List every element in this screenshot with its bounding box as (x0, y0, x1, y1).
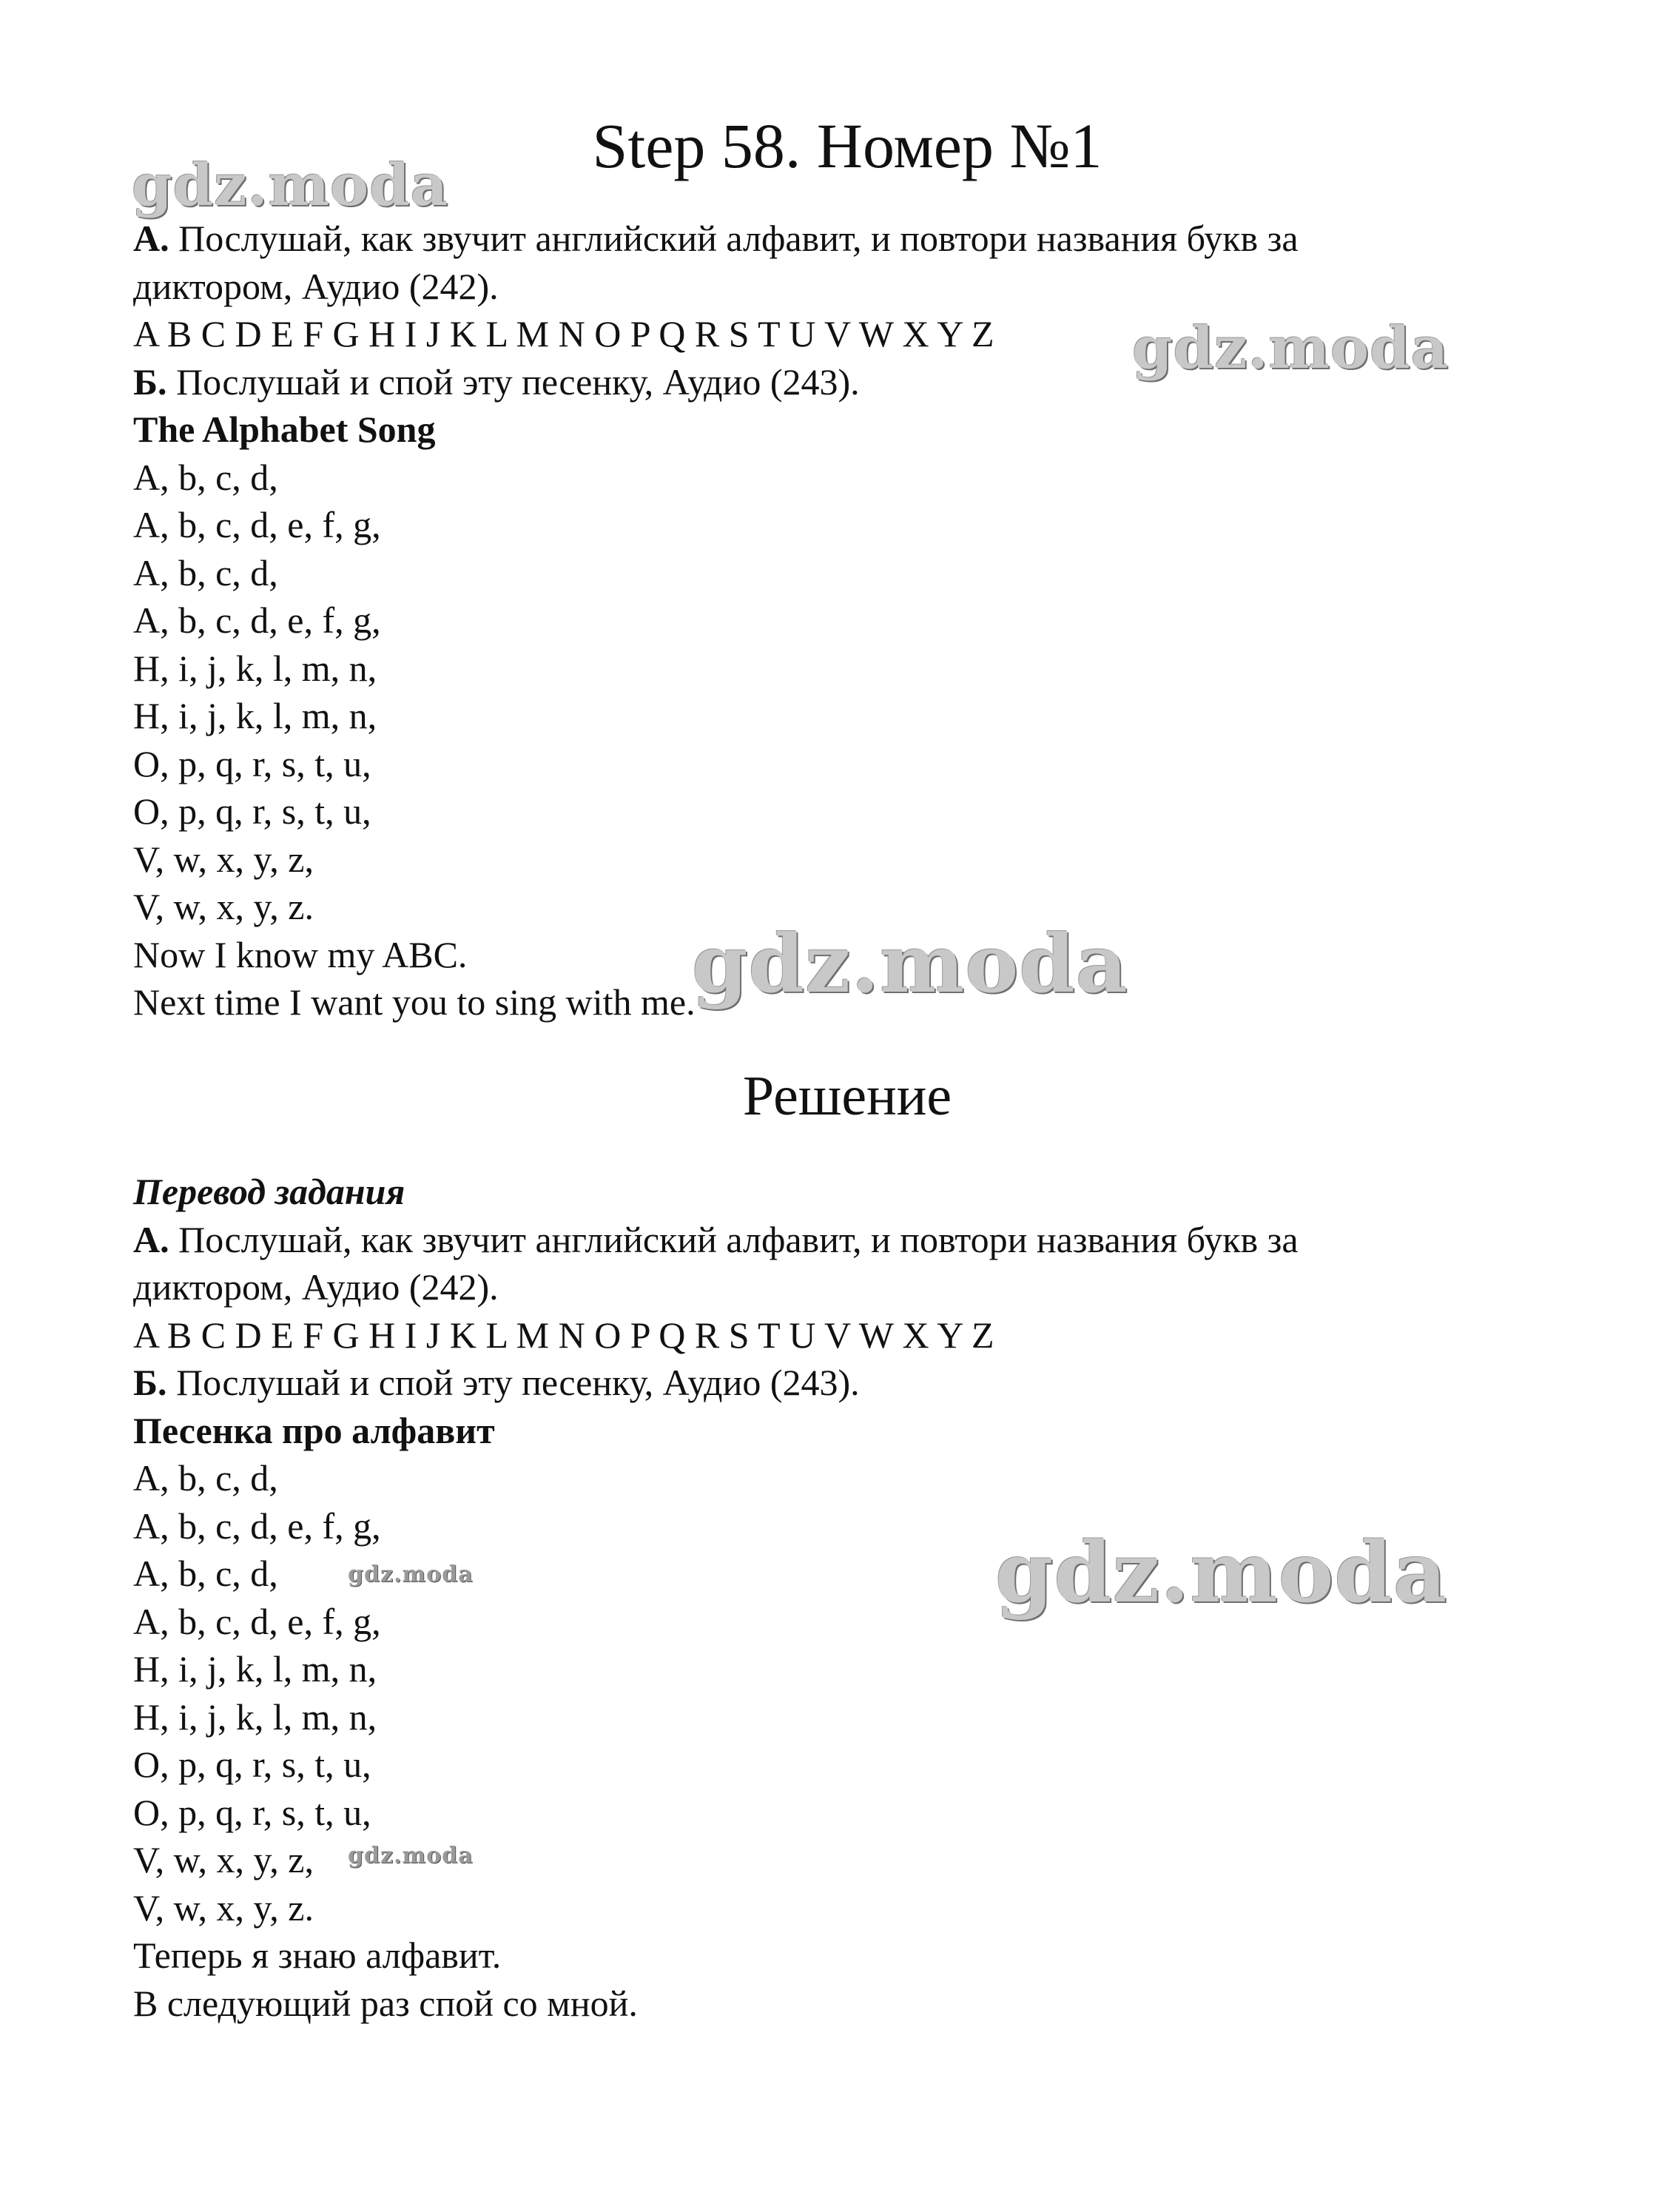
song-line: Next time I want you to sing with me. (133, 981, 696, 1023)
watermark-logo: gdz.moda (348, 1843, 474, 1869)
solution-song-line: A, b, c, d, e, f, g, (133, 1505, 381, 1547)
solution-song-line: В следующий раз спой со мной. (133, 1982, 638, 2024)
solution-part-a-line-2: диктором, Аудио (242). (133, 1266, 499, 1308)
task-part-a-line-2: диктором, Аудио (242). (133, 265, 499, 307)
solution-song-line: H, i, j, k, l, m, n, (133, 1648, 377, 1690)
solution-part-b-line (133, 1359, 1574, 1407)
song-line: A, b, c, d, (133, 551, 278, 594)
song-line: A, b, c, d, (133, 456, 278, 498)
song-line: O, p, q, r, s, t, u, (133, 790, 371, 832)
solution-song-line: A, b, c, d, (133, 1457, 278, 1499)
solution-part-a-line-1 (133, 1216, 1574, 1264)
task-alphabet: A B C D E F G H I J K L M N O P Q R S T U V W X Y Z (133, 313, 994, 354)
translation-heading: Перевод задания (133, 1171, 405, 1212)
solution-song-line: V, w, x, y, z, (133, 1839, 314, 1880)
solution-heading: Решение (742, 1065, 952, 1127)
page-title: Step 58. Номер №1 (592, 110, 1102, 181)
task-part-b-text: Послушай и спой эту песенку, Аудио (243). (166, 360, 860, 403)
solution-song-line: A, b, c, d, e, f, g, (133, 1600, 381, 1642)
solution-alphabet: A B C D E F G H I J K L M N O P Q R S T U V W X Y Z (133, 1314, 994, 1356)
watermark-logo: gdz.moda (995, 1524, 1448, 1621)
song-line: H, i, j, k, l, m, n, (133, 647, 377, 689)
solution-part-b-label: Б. (133, 1362, 167, 1403)
solution-song-line: A, b, c, d, (133, 1553, 278, 1594)
watermark-logo: gdz.moda (132, 152, 449, 219)
watermark-logo: gdz.moda (1132, 315, 1450, 382)
solution-song-title: Песенка про алфавит (133, 1409, 495, 1451)
solution-song-line: H, i, j, k, l, m, n, (133, 1695, 377, 1738)
song-line: H, i, j, k, l, m, n, (133, 695, 377, 736)
song-line: V, w, x, y, z, (133, 838, 314, 880)
watermark-logo: gdz.moda (348, 1561, 474, 1587)
solution-song-line: O, p, q, r, s, t, u, (133, 1744, 371, 1785)
task-part-a-line-1 (133, 215, 1574, 263)
task-part-a-label: А. (133, 218, 169, 259)
solution-song-line: Теперь я знаю алфавит. (133, 1934, 502, 1976)
song-title: The Alphabet Song (133, 409, 436, 450)
solution-song-line: V, w, x, y, z. (133, 1886, 314, 1929)
solution-song-line: O, p, q, r, s, t, u, (133, 1791, 371, 1833)
song-line: O, p, q, r, s, t, u, (133, 742, 371, 784)
watermark-logo: gdz.moda (692, 918, 1128, 1011)
solution-part-b-text: Послушай и спой эту песенку, Аудио (243). (166, 1362, 860, 1403)
solution-part-a-label: А. (133, 1218, 169, 1260)
task-part-a-text-1: Послушай, как звучит английский алфавит, и повтори названия букв за (169, 218, 1299, 259)
solution-part-a-text-1: Послушай, как звучит английский алфавит, и повтори названия букв за (169, 1218, 1299, 1260)
task-part-b-label: Б. (133, 360, 167, 403)
song-line: A, b, c, d, e, f, g, (133, 504, 381, 545)
song-line: A, b, c, d, e, f, g, (133, 599, 381, 641)
song-line: Now I know my ABC. (133, 933, 468, 975)
song-line: V, w, x, y, z. (133, 886, 314, 927)
